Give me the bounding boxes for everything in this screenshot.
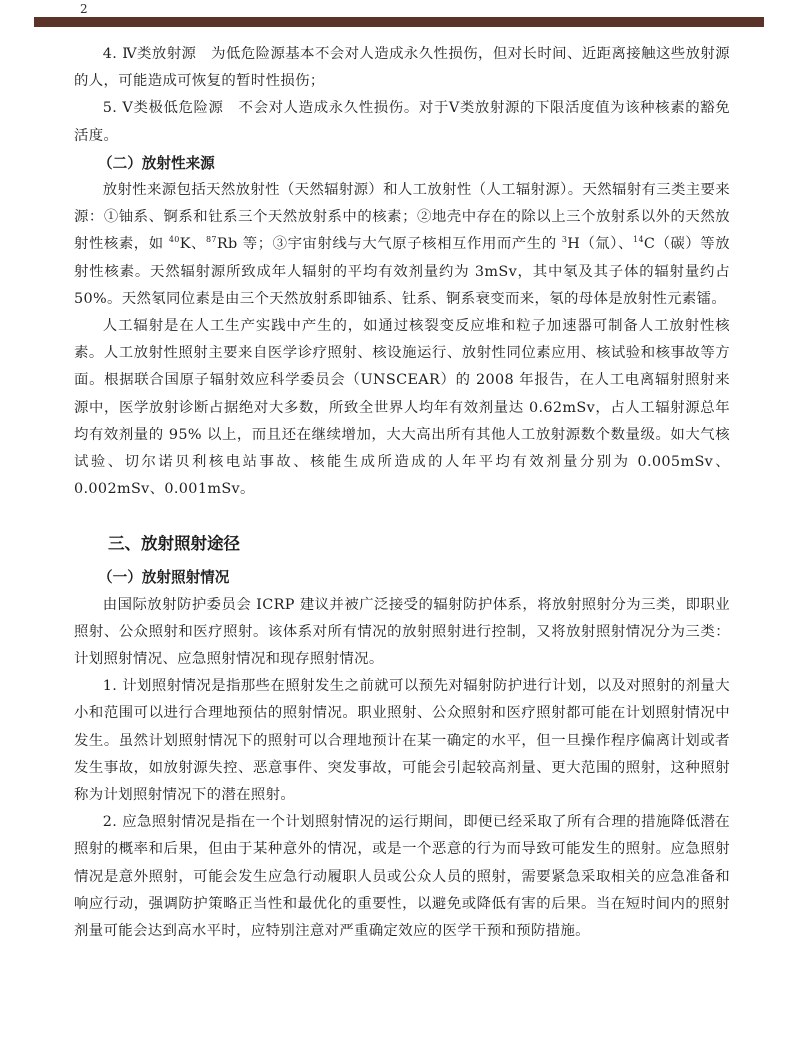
page-body [74, 41, 730, 945]
section-heading-situations: （一）放射照射情况 [98, 569, 230, 587]
planned-exposure-paragraph: 1. 计划照射情况是指那些在照射发生之前就可以预先对辐射防护进行计划，以及对照射的剂量大小和范围可以进行合理地预估的照射情况。职业照射、公众照射和医疗照射都可能在计划照射情况中发生。虽然计划照射情况下的照射可以合理地预计在某一确定的水平，但一旦操作程序偏离计划或者发生事故，如放射源失控、恶意事件、突发事故，可能会引起较高剂量、更大范围的照射，这种照射称为计划照射情况下的潜在照射。 [74, 678, 730, 804]
header-bar [34, 17, 764, 27]
section-heading-sources: （二）放射性来源 [98, 154, 215, 172]
chapter-heading-pathways: 三、放射照射途径 [108, 534, 240, 554]
natural-radiation-paragraph: 放射性来源包括天然放射性（天然辐射源）和人工放射性（人工辐射源）。天然辐射有三类主要来源：①铀系、锕系和钍系三个天然放射系中的核素；②地壳中存在的除以上三个放射系以外的天然放射性核素，如 $^{40}$K、$^{87}$Rb 等；③宇宙射线与大气原子核相互作用而产生的 $^3$H（氚）、$^{14}$C（碳）等放射性核素。天然辐射源所致成年人辐射的平均有效剂量约为 3mSv，其中氡及其子体的辐射量约占 50%。天然氡同位素是由三个天然放射系即铀系、钍系、锕系衰变而来，氡的母体是放射性元素镭。 [74, 182, 730, 307]
emergency-exposure-paragraph: 2. 应急照射情况是指在一个计划照射情况的运行期间，即便已经采取了所有合理的措施降低潜在照射的概率和后果，但由于某种意外的情况，或是一个恶意的行为而导致可能发生的照射。应急照射情况是意外照射，可能会发生应急行动履职人员或公众人员的照射，需要紧急采取相关的应急准备和响应行动，强调防护策略正当性和最优化的重要性，以避免或降低有害的后果。当在短时间内的照射剂量可能会达到高水平时，应特别注意对严重确定效应的医学干预和预防措施。 [74, 814, 730, 940]
class-5-paragraph: 5. Ⅴ类极低危险源 不会对人造成永久性损伤。对于Ⅴ类放射源的下限活度值为该种核素的豁免活度。 [74, 100, 730, 144]
class-4-paragraph: 4. Ⅳ类放射源 为低危险源基本不会对人造成永久性损伤，但对长时间、近距离接触这些放射源的人，可能造成可恢复的暂时性损伤； [74, 46, 730, 90]
page-number: 2 [80, 2, 88, 16]
artificial-radiation-paragraph: 人工辐射是在人工生产实践中产生的，如通过核裂变反应堆和粒子加速器可制备人工放射性核素。人工放射性照射主要来自医学诊疗照射、核设施运行、放射性同位素应用、核试验和核事故等方面。根据联合国原子辐射效应科学委员会（UNSCEAR）的 2008 年报告，在人工电离辐射照射来源中，医学放射诊断占据绝对大多数，所致全世界人均年有效剂量达 0.62mSv，占人工辐射源总年均有效剂量的 95% 以上，而且还在继续增加，大大高出所有其他人工放射源数个数量级。如大气核试验、切尔诺贝利核电站事故、核能生成所造成的人年平均有效剂量分别为 0.005mSv、0.002mSv、0.001mSv。 [74, 318, 730, 498]
icrp-paragraph: 由国际放射防护委员会 ICRP 建议并被广泛接受的辐射防护体系，将放射照射分为三类，即职业照射、公众照射和医疗照射。该体系对所有情况的放射照射进行控制，又将放射照射情况分为三类：计划照射情况、应急照射情况和现存照射情况。 [74, 596, 730, 668]
